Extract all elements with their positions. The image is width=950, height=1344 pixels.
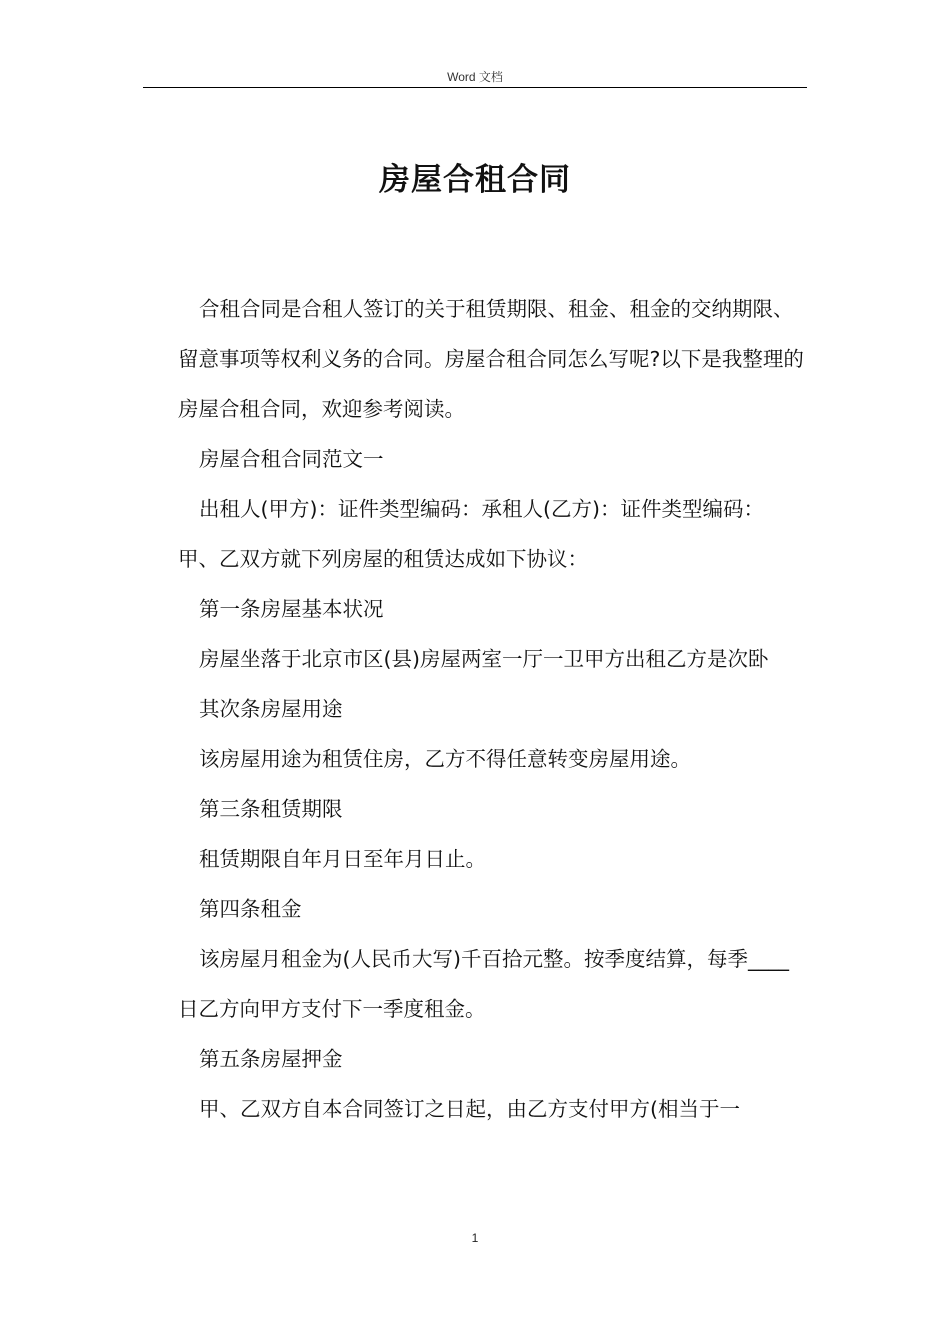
- header-divider: [143, 87, 807, 88]
- paragraph-article-5-heading: 第五条房屋押金: [199, 1047, 343, 1071]
- paragraph-article-5-body: 甲、乙双方自本合同签订之日起，由乙方支付甲方(相当于一: [199, 1097, 740, 1121]
- page-number: 1: [471, 1231, 479, 1245]
- document-body: [178, 284, 804, 1134]
- paragraph-article-1-heading: 第一条房屋基本状况: [199, 597, 384, 621]
- paragraph-article-3-body: 租赁期限自年月日至年月日止。: [199, 847, 486, 871]
- paragraph-article-2-body: 该房屋用途为租赁住房，乙方不得任意转变房屋用途。: [199, 747, 691, 771]
- paragraph-article-4-body: 该房屋月租金为(人民币大写)千百拾元整。按季度结算，每季____日乙方向甲方支付下一季度租金。: [178, 947, 789, 1021]
- paragraph-article-2-heading: 其次条房屋用途: [199, 697, 343, 721]
- paragraph-parties: 出租人(甲方)：证件类型编码：承租人(乙方)：证件类型编码：甲、乙双方就下列房屋的租赁达成如下协议：: [178, 497, 764, 571]
- paragraph-sample-heading: 房屋合租合同范文一: [199, 447, 384, 471]
- paragraph-article-3-heading: 第三条租赁期限: [199, 797, 343, 821]
- document-title: 房屋合租合同: [379, 162, 571, 198]
- paragraph-article-1-body: 房屋坐落于北京市区(县)房屋两室一厅一卫甲方出租乙方是次卧: [199, 647, 769, 671]
- paragraph-article-4-heading: 第四条租金: [199, 897, 302, 921]
- header-label: Word 文档: [447, 70, 503, 84]
- paragraph-intro: 合租合同是合租人签订的关于租赁期限、租金、租金的交纳期限、留意事项等权利义务的合同。房屋合租合同怎么写呢?以下是我整理的房屋合租合同，欢迎参考阅读。: [178, 297, 804, 421]
